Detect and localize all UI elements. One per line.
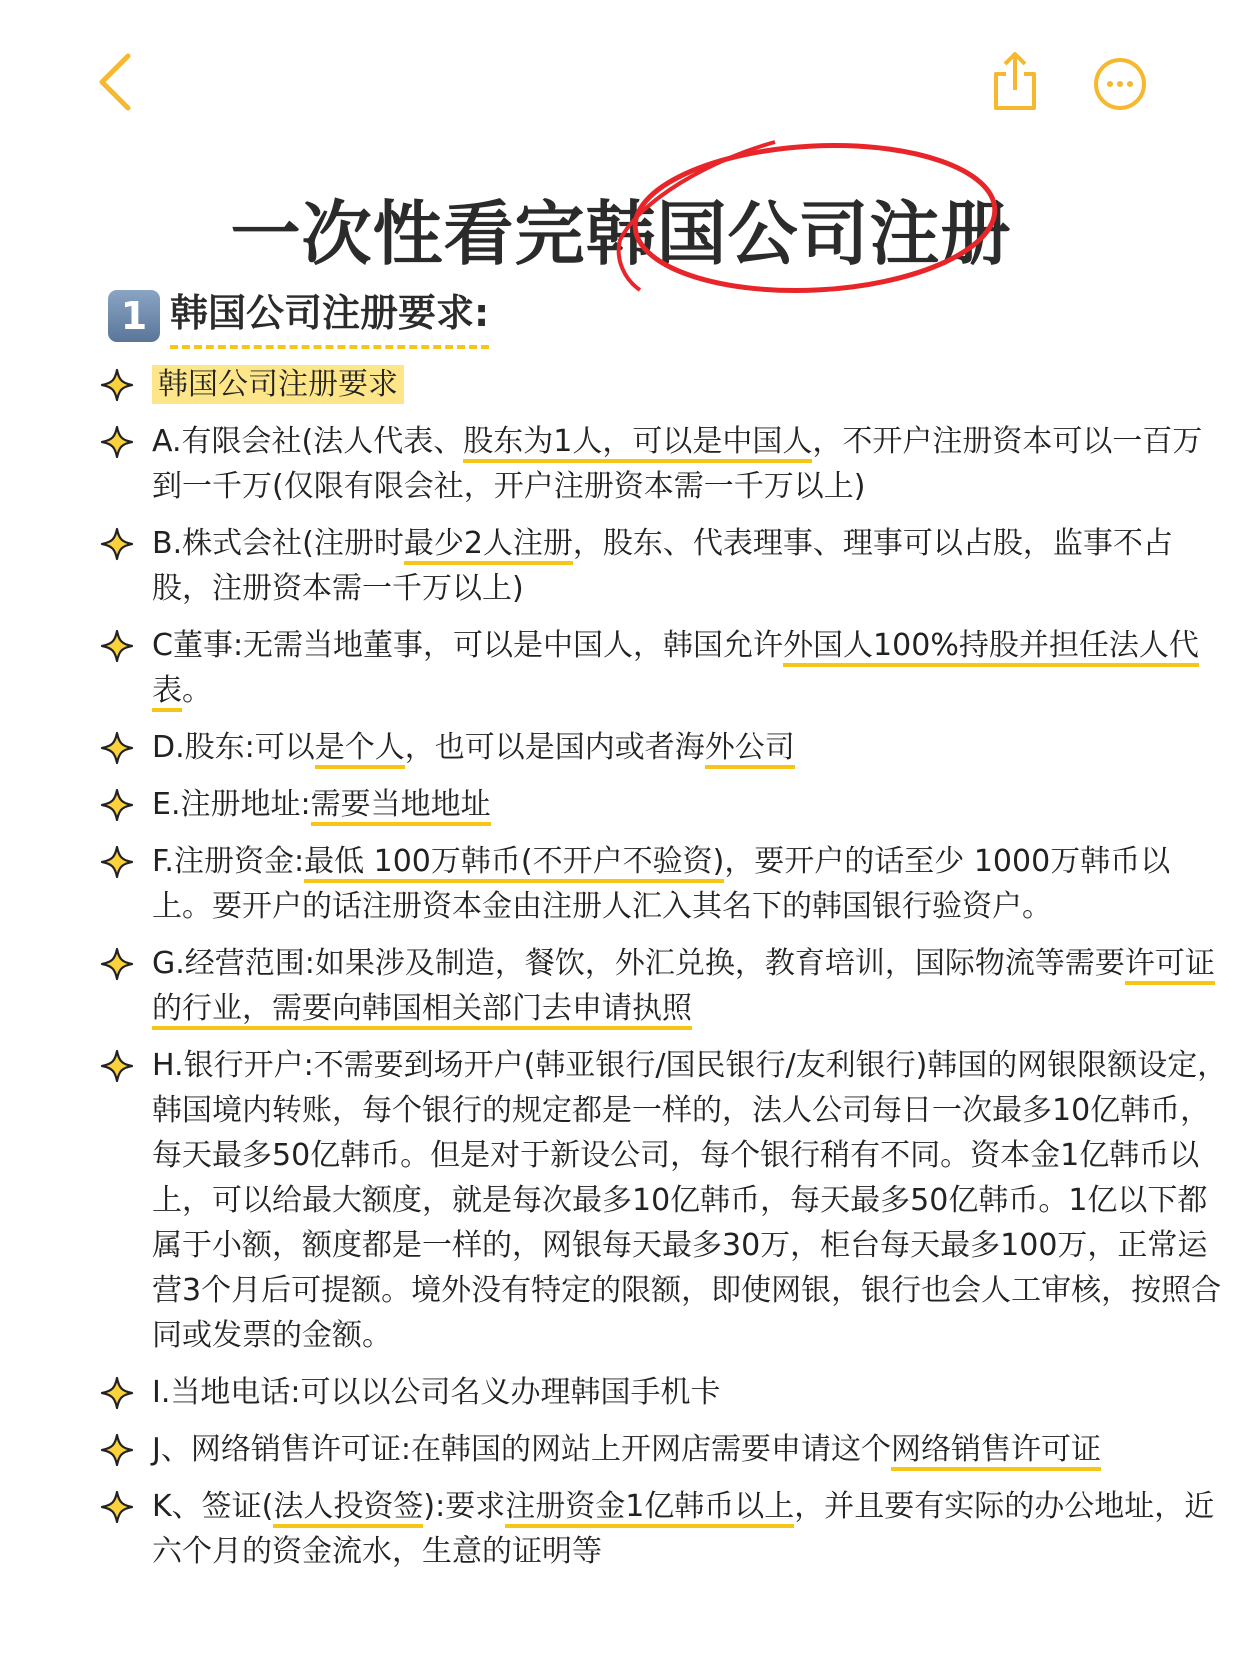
item-text xyxy=(140,362,1230,407)
list-item xyxy=(100,362,1230,407)
text-segment: D.股东:可以 xyxy=(152,730,315,765)
underlined-text: 需要当地地址 xyxy=(311,787,491,826)
list-item xyxy=(100,839,1230,929)
underlined-text: 外国人100%持股并担任法人代表 xyxy=(152,628,1199,712)
text-segment: A.有限会社(法人代表、 xyxy=(152,424,464,459)
back-button[interactable] xyxy=(92,52,142,112)
text-segment: C董事:无需当地董事，可以是中国人，韩国允许 xyxy=(152,628,784,663)
text-segment: ，不开户注册资本可以一百万到一千万(仅限有限会社，开户注册资本需一千万以上) xyxy=(152,424,1203,504)
item-text xyxy=(140,521,1230,611)
text-segment: I.当地电话:可以以公司名义办理韩国手机卡 xyxy=(152,1375,721,1410)
sparkle-bullet-icon xyxy=(100,623,140,668)
sparkle-bullet-icon xyxy=(100,782,140,827)
underlined-text: 网络销售许可证 xyxy=(891,1432,1101,1471)
sparkle-bullet-icon xyxy=(100,1484,140,1529)
more-button[interactable] xyxy=(1092,56,1148,112)
chevron-left-icon xyxy=(92,52,142,112)
list-item xyxy=(100,725,1230,770)
list-item xyxy=(100,623,1230,713)
item-text xyxy=(140,1043,1230,1358)
sparkle-bullet-icon xyxy=(100,725,140,770)
text-segment: ):要求 xyxy=(423,1489,506,1524)
item-text xyxy=(140,839,1230,929)
highlighted-text: 韩国公司注册要求 xyxy=(152,365,404,404)
item-text xyxy=(140,419,1230,509)
sparkle-bullet-icon xyxy=(100,362,140,407)
text-segment: ，也可以是国内或者海 xyxy=(404,730,705,765)
list-item xyxy=(100,1043,1230,1358)
sparkle-bullet-icon xyxy=(100,941,140,986)
text-segment: ，股东、代表理事、理事可以占股，监事不占股，注册资本需一千万以上) xyxy=(152,526,1173,606)
list-item xyxy=(100,941,1230,1031)
more-icon xyxy=(1092,56,1148,112)
underlined-text: 最低 100万韩币(不开户不验资) xyxy=(304,844,724,883)
text-segment: B.株式会社(注册时 xyxy=(152,526,404,561)
text-segment: K、签证( xyxy=(152,1489,274,1524)
section-title: 韩国公司注册要求: xyxy=(170,282,489,349)
item-text xyxy=(140,1370,1230,1415)
text-segment: E.注册地址: xyxy=(152,787,311,822)
list-item xyxy=(100,782,1230,827)
item-text xyxy=(140,941,1230,1031)
sparkle-bullet-icon xyxy=(100,521,140,566)
text-segment: G.经营范围:如果涉及制造，餐饮，外汇兑换，教育培训，国际物流等需要 xyxy=(152,946,1125,981)
underlined-text: 许可证的行业，需要向韩国相关部门去申请执照 xyxy=(152,946,1215,1030)
sparkle-bullet-icon xyxy=(100,839,140,884)
text-segment: J、网络销售许可证:在韩国的网站上开网店需要申请这个 xyxy=(152,1432,891,1467)
sparkle-bullet-icon xyxy=(100,1043,140,1088)
number-badge: 1 xyxy=(108,290,160,342)
item-text xyxy=(140,1484,1230,1574)
underlined-text: 最少2人注册 xyxy=(404,526,573,565)
text-segment: H.银行开户:不需要到场开户(韩亚银行/国民银行/友利银行)韩国的网银限额设定，韩国境内转账，每个银行的规定都是一样的，法人公司每日一次最多10亿韩币，每天最多50亿韩币。但是对于新设公司，每个银行稍有不同。资本金1亿韩币以上，可以给最大额度，就是每次最多10亿韩币，每天最多50亿韩币。1亿以下都属于小额，额度都是一样的，网银每天最多30万，柜台每天最多100万，正常运营3个月后可提额。境外没有特定的限额，即使网银，银行也会人工审核，按照合同或发票的金额。 xyxy=(152,1048,1228,1353)
underlined-text: 注册资金1亿韩币以上 xyxy=(505,1489,794,1528)
item-text xyxy=(140,782,1230,827)
list-item xyxy=(100,521,1230,611)
sparkle-bullet-icon xyxy=(100,1427,140,1472)
share-icon xyxy=(990,50,1040,112)
underlined-text: 股东为1人，可以是中国人 xyxy=(463,424,812,463)
text-segment: F.注册资金: xyxy=(152,844,305,879)
page-title: 一次性看完韩国公司注册 xyxy=(230,193,1012,275)
item-text xyxy=(140,725,1230,770)
section-heading xyxy=(108,282,489,349)
list-item xyxy=(100,1484,1230,1574)
text-segment: ，要开户的话至少 1000万韩币以上。要开户的话注册资本金由注册人汇入其名下的韩国银行验资户。 xyxy=(152,844,1171,924)
text-segment: ，并且要有实际的办公地址，近六个月的资金流水，生意的证明等 xyxy=(152,1489,1215,1569)
list-item xyxy=(100,1427,1230,1472)
top-bar xyxy=(0,0,1242,150)
list-item xyxy=(100,1370,1230,1415)
item-text xyxy=(140,1427,1230,1472)
list-item xyxy=(100,419,1230,509)
underlined-text: 法人投资签 xyxy=(273,1489,423,1528)
sparkle-bullet-icon xyxy=(100,1370,140,1415)
text-segment: 。 xyxy=(182,673,212,708)
underlined-text: 是个人 xyxy=(315,730,405,769)
share-button[interactable] xyxy=(990,50,1040,112)
sparkle-bullet-icon xyxy=(100,419,140,464)
underlined-text: 外公司 xyxy=(705,730,795,769)
requirements-list xyxy=(100,362,1230,1586)
item-text xyxy=(140,623,1230,713)
